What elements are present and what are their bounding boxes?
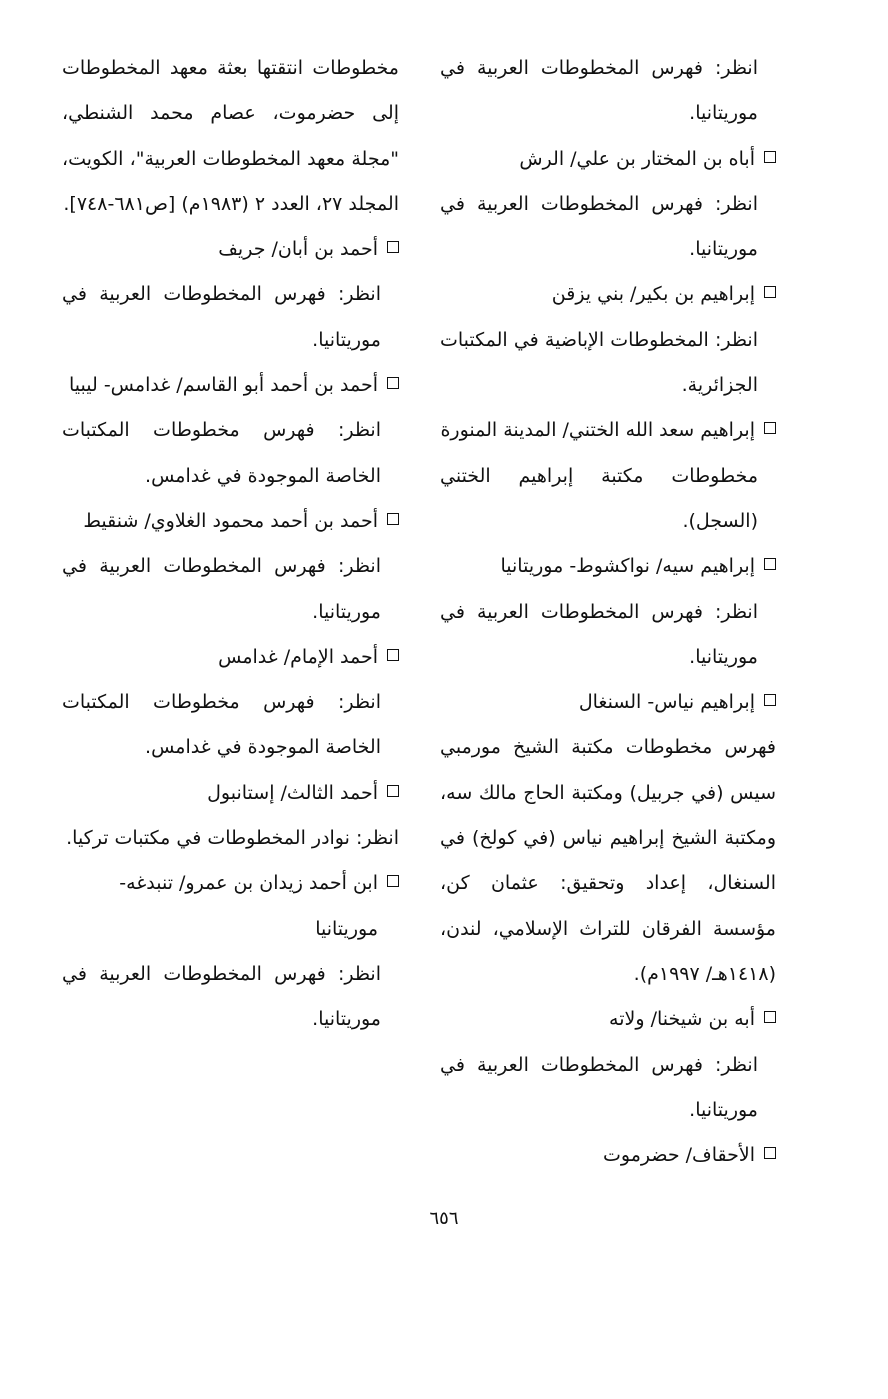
entry-title-row [440,1133,776,1178]
checkbox-square-icon [764,1011,776,1023]
entry-title-row [440,272,776,317]
entry-title-row [440,997,776,1042]
catalog-entry [62,363,399,499]
entry-title: إبراهيم بن بكير/ بني يزقن [551,283,755,306]
entry-reference: انظر: فهرس المخطوطات العربية في موريتانيا. [440,1053,758,1121]
checkbox-square-icon [764,694,776,706]
entry-title-row [440,137,776,182]
entry-title: أحمد الإمام/ غدامس [218,645,378,668]
catalog-entry [440,272,776,408]
right-column [440,46,776,1178]
page-number: ٦٥٦ [429,1208,459,1229]
checkbox-square-icon [764,151,776,163]
catalog-entry [440,544,776,680]
entry-title-row [62,771,399,816]
checkbox-square-icon [764,558,776,570]
entry-title: أحمد بن أبان/ جريف [218,238,378,261]
entry-reference: انظر: فهرس المخطوطات العربية في موريتانيا. [62,555,381,623]
entry-title: أحمد الثالث/ إستانبول [207,781,378,804]
entry-title-row [62,635,399,680]
entry-title: أبه بن شيخنا/ ولاته [609,1008,755,1031]
entry-reference: انظر: فهرس المخطوطات العربية في موريتانيا. [440,192,758,261]
entry-reference: مخطوطات مكتبة إبراهيم الختني (السجل). [440,464,758,532]
checkbox-square-icon [387,241,399,253]
checkbox-square-icon [387,513,399,525]
entry-title-row [62,363,399,408]
catalog-entry [440,680,776,997]
entry-reference: انظر: فهرس مخطوطات المكتبات الخاصة الموجودة في غدامس. [62,691,381,759]
entry-title: أباه بن المختار بن علي/ الرش [519,147,755,170]
entry-reference: انظر: فهرس المخطوطات العربية في موريتانيا. [62,962,381,1031]
entry-title-row [440,680,776,725]
catalog-entry [62,861,399,1042]
catalog-entry [440,997,776,1133]
entry-title: إبراهيم نياس- السنغال [578,691,755,714]
checkbox-square-icon [387,875,399,887]
catalog-entry [62,635,399,771]
entry-reference: انظر: فهرس المخطوطات العربية في موريتانيا. [62,283,381,351]
entry-reference: فهرس مخطوطات مكتبة الشيخ مورمبي سيس (في جربيل) ومكتبة الحاج مالك سه، ومكتبة الشيخ إبراهيم نياس (في كولخ) في السنغال، إعداد وتحقيق: عثمان كن، مؤسسة الفرقان للتراث الإسلامي، لندن، (١٤١٨هـ/ ١٩٩٧م). [440,736,776,985]
entry-title-row [440,408,776,453]
entry-title: ابن أحمد زيدان بن عمرو/ تنبدغه- موريتانيا [119,872,378,940]
catalog-entry [62,499,399,635]
checkbox-square-icon [764,286,776,298]
entry-reference: انظر: المخطوطات الإباضية في المكتبات الجزائرية. [440,328,758,397]
entry-reference: انظر: فهرس مخطوطات المكتبات الخاصة الموجودة في غدامس. [62,419,381,487]
entry-title: إبراهيم سيه/ نواكشوط- موريتانيا [500,555,755,578]
catalog-entry [440,1133,776,1178]
entry-title-row [440,544,776,589]
entry-reference: انظر: فهرس المخطوطات العربية في موريتانيا. [440,600,758,668]
entry-title-row [62,227,399,272]
checkbox-square-icon [387,649,399,661]
entry-title: الأحقاف/ حضرموت [603,1144,755,1167]
catalog-entry [440,408,776,544]
checkbox-square-icon [764,422,776,434]
catalog-entry [440,137,776,273]
entry-title: إبراهيم سعد الله الختني/ المدينة المنورة [440,419,755,442]
entry-title-row [62,499,399,544]
continued-reference: مخطوطات انتقتها بعثة معهد المخطوطات إلى حضرموت، عصام محمد الشنطي، "مجلة معهد المخطوطات العربية"، الكويت، المجلد ٢٧، العدد ٢ (١٩٨٣م) [ص٦٨١-٧٤٨]. [62,57,399,215]
continued-reference: انظر: فهرس المخطوطات العربية في موريتانيا. [440,57,758,125]
catalog-entry [62,227,399,363]
entry-title: أحمد بن أحمد محمود الغلاوي/ شنقيط [83,509,378,532]
catalog-entry [62,771,399,862]
checkbox-square-icon [387,785,399,797]
entry-title: أحمد بن أحمد أبو القاسم/ غدامس- ليبيا [69,374,378,397]
checkbox-square-icon [764,1147,776,1159]
entry-title-row [62,861,399,952]
left-column [62,46,399,1043]
checkbox-square-icon [387,377,399,389]
entry-reference: انظر: نوادر المخطوطات في مكتبات تركيا. [66,827,399,850]
